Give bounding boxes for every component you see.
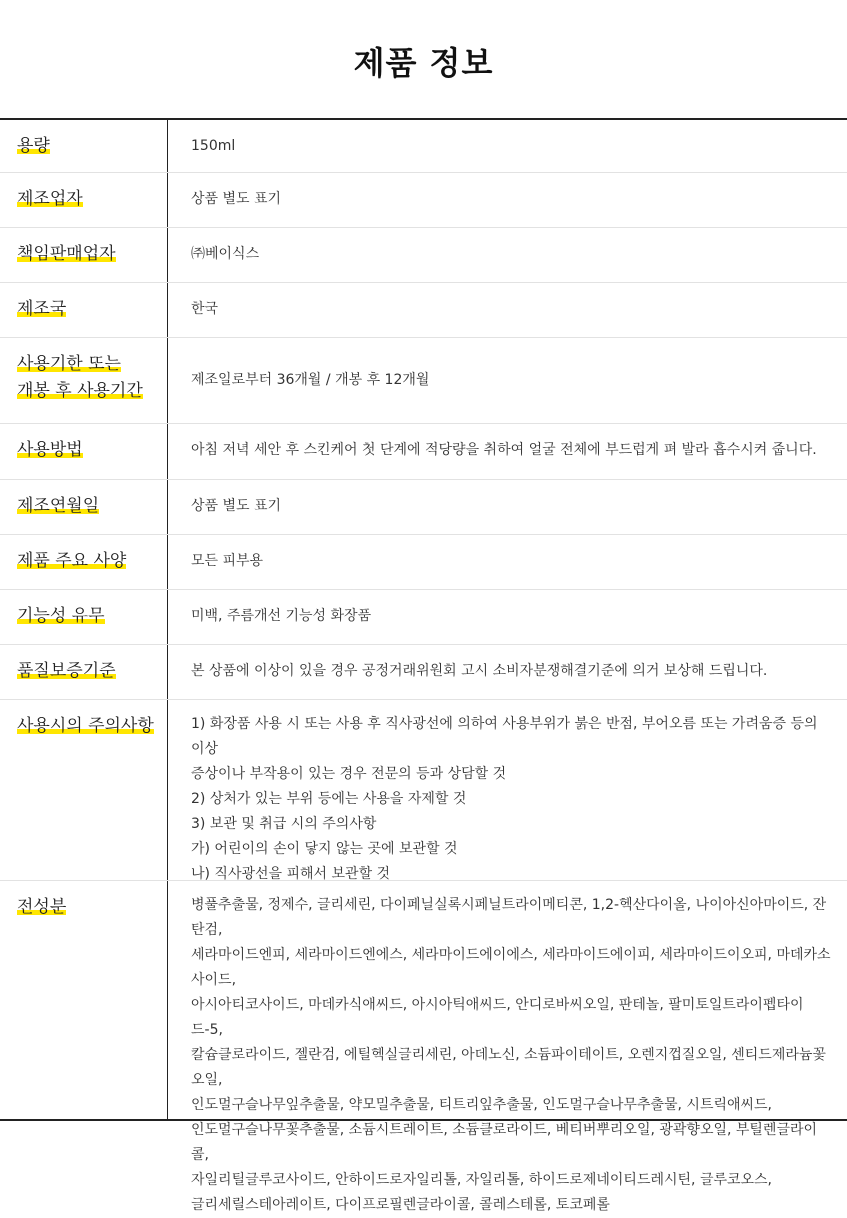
row-value: 1) 화장품 사용 시 또는 사용 후 직사광선에 의하여 사용부위가 붉은 반점, 부어오름 또는 가려움증 등의 이상 증상이나 부작용이 있는 경우 전문의 등과 상담할 것 2) 상처가 있는 부위 등에는 사용을 자제할 것 3) 보관 및 취급 시의 주의사항 가) 어린이의 손이 닿지 않는 곳에 보관할 것 나) 직사광선을 피해서 보관할 것 [191,716,818,882]
table-row [0,700,847,881]
row-label [0,228,168,282]
row-value: 미백, 주름개선 기능성 화장품 [191,608,372,624]
row-value: 본 상품에 이상이 있을 경우 공정거래위원회 고시 소비자분쟁해결기준에 의거 보상해 드립니다. [191,663,768,679]
table-row [0,645,847,700]
row-label [0,700,168,880]
label-text: 사용기한 또는 개봉 후 사용기간 [17,354,143,401]
label-text: 제조국 [17,299,67,319]
label-text: 제조연월일 [17,496,100,516]
product-info-table [0,118,847,1213]
row-label [0,120,168,172]
row-label [0,881,168,1119]
label-text: 제조업자 [17,189,83,209]
row-label [0,590,168,644]
table-row [0,338,847,424]
row-label [0,645,168,699]
row-value: 모든 피부용 [191,553,264,569]
label-text: 사용시의 주의사항 [17,716,154,736]
row-value: ㈜베이식스 [191,246,260,262]
row-value: 제조일로부터 36개월 / 개봉 후 12개월 [191,372,430,388]
table-row [0,120,847,173]
table-row [0,424,847,480]
row-label [0,338,168,423]
table-row [0,228,847,283]
table-row [0,283,847,338]
row-label [0,535,168,589]
label-text: 품질보증기준 [17,661,116,681]
row-label [0,480,168,534]
row-label [0,283,168,337]
row-value: 150ml [191,138,236,154]
table-row [0,535,847,590]
label-text: 전성분 [17,897,67,917]
page-title: 제품 정보 [353,44,494,82]
label-text: 용량 [17,136,50,156]
row-value: 아침 저녁 세안 후 스킨케어 첫 단계에 적당량을 취하여 얼굴 전체에 부드럽게 펴 발라 흡수시켜 줍니다. [191,442,817,458]
row-value: 상품 별도 표기 [191,498,282,514]
row-value: 상품 별도 표기 [191,191,282,207]
table-row [0,881,847,1213]
table-row [0,173,847,228]
label-text: 책임판매업자 [17,244,116,264]
label-text: 제품 주요 사양 [17,551,127,571]
row-label [0,424,168,479]
label-text: 사용방법 [17,440,83,460]
row-value: 병풀추출물, 정제수, 글리세린, 다이페닐실록시페닐트라이메티콘, 1,2-헥산다이올, 나이아신아마이드, 잔탄검, 세라마이드엔피, 세라마이드엔에스, 세라마이드에이에스, 세라마이드에이피, 세라마이드이오피, 마데카소사이드, 아시아티코사이드, 마데카식애씨드, 아시아틱애씨드, 안디로바씨오일, 판테놀, 팔미토일트라이펩타이드-5, 칼슘클로라이드, 젤란검, 에틸헥실글리세린, 아데노신, 소듐파이테이트, 오렌지껍질오일, 센티드제라늄꽃오일, 인도멀구슬나무잎추출물, 약모밀추출물, 티트리잎추출물, 인도멀구슬나무추출물, 시트릭애씨드, 인도멀구슬나무꽃추출물, 소듐시트레이트, 소듐클로라이드, 베티버뿌리오일, 광곽향오일, 부틸렌글라이콜, 자일리틸글루코사이드, 안하이드로자일리톨, 자일리톨, 하이드로제네이티드레시틴, 글루코오스, 글리세릴스테아레이트, 다이프로필렌글라이콜, 콜레스테롤, 토코페롤 [191,897,831,1213]
row-value: 한국 [191,301,219,317]
table-row [0,480,847,535]
label-text: 기능성 유무 [17,606,105,626]
table-row [0,590,847,645]
row-label [0,173,168,227]
